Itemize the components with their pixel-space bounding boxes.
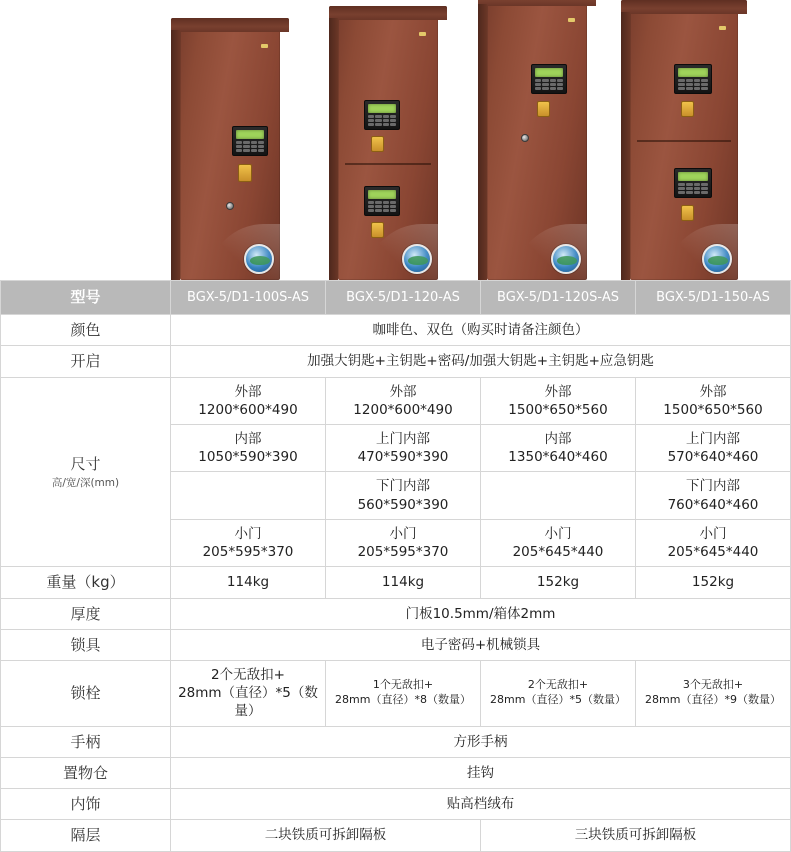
size-inner-4-value: 570*640*460 <box>667 449 759 466</box>
size-smalldoor-4-title: 小门 <box>699 525 727 542</box>
header-model-1: BGX-5/D1-100S-AS <box>171 281 326 315</box>
row-value-lock: 电子密码+机械锁具 <box>171 629 791 660</box>
size-inner-3-title: 内部 <box>544 430 572 447</box>
keypad-panel-upper <box>674 64 712 94</box>
size-lower-1 <box>171 472 326 519</box>
size-smalldoor-2 <box>326 519 481 566</box>
size-inner-1 <box>171 424 326 471</box>
brand-badge-icon <box>719 26 726 30</box>
handle-knob-upper-icon <box>371 136 384 152</box>
size-outer-2-value: 1200*600*490 <box>353 401 453 418</box>
table-row-interior <box>1 789 791 820</box>
quality-emblem-icon <box>244 244 274 274</box>
size-smalldoor-2-value: 205*595*370 <box>357 544 449 561</box>
row-label-thickness: 厚度 <box>1 598 171 629</box>
row-label-weight: 重量（kg） <box>1 567 171 598</box>
safe-image-100s-as <box>180 30 280 280</box>
table-row-bolt <box>1 661 791 727</box>
size-lower-4 <box>636 472 791 519</box>
size-inner-4-title: 上门内部 <box>686 430 740 447</box>
header-model-4: BGX-5/D1-150-AS <box>636 281 791 315</box>
bolt-4-line2: 28mm（直径）*9（数量） <box>645 693 781 707</box>
handle-knob-upper-icon <box>681 101 694 117</box>
row-label-color: 颜色 <box>1 315 171 346</box>
size-inner-3-value: 1350*640*460 <box>508 449 608 466</box>
keypad-panel <box>531 64 567 94</box>
header-label-model: 型号 <box>1 281 171 315</box>
table-row-size-outer <box>1 377 791 424</box>
size-smalldoor-1-title: 小门 <box>234 525 262 542</box>
bolt-2 <box>326 661 481 727</box>
size-smalldoor-4 <box>636 519 791 566</box>
product-gallery <box>0 0 790 280</box>
size-inner-2-title: 上门内部 <box>376 430 430 447</box>
size-outer-1 <box>171 377 326 424</box>
bolt-1-line2: 28mm（直径）*5（数量） <box>178 685 318 720</box>
size-outer-2 <box>326 377 481 424</box>
table-row-partition <box>1 820 791 851</box>
table-row-thickness <box>1 598 791 629</box>
key-dial-icon <box>521 134 529 142</box>
brand-badge-icon <box>261 44 268 48</box>
row-value-interior: 贴高档绒布 <box>171 789 791 820</box>
quality-emblem-icon <box>402 244 432 274</box>
weight-4: 152kg <box>636 567 791 598</box>
table-row-weight <box>1 567 791 598</box>
size-smalldoor-2-title: 小门 <box>389 525 417 542</box>
safe-image-120-as <box>338 18 438 280</box>
size-outer-2-title: 外部 <box>389 383 417 400</box>
weight-2: 114kg <box>326 567 481 598</box>
row-value-color: 咖啡色、双色（购买时请备注颜色） <box>171 315 791 346</box>
row-label-size <box>1 377 171 567</box>
row-label-size-text: 尺寸 <box>70 454 101 473</box>
handle-knob-icon <box>537 101 550 117</box>
row-label-partition: 隔层 <box>1 820 171 851</box>
table-row-handle <box>1 726 791 757</box>
row-label-open: 开启 <box>1 346 171 377</box>
brand-badge-icon <box>568 18 575 22</box>
bolt-3 <box>481 661 636 727</box>
size-outer-3 <box>481 377 636 424</box>
partition-right: 三块铁质可拆卸隔板 <box>481 820 791 851</box>
table-row-lock <box>1 629 791 660</box>
brand-badge-icon <box>419 32 426 36</box>
size-smalldoor-4-value: 205*645*440 <box>667 544 759 561</box>
size-smalldoor-1-value: 205*595*370 <box>202 544 294 561</box>
size-smalldoor-3-value: 205*645*440 <box>512 544 604 561</box>
bolt-2-line2: 28mm（直径）*8（数量） <box>335 693 471 707</box>
size-lower-2-value: 560*590*390 <box>357 496 449 513</box>
row-label-handle: 手柄 <box>1 726 171 757</box>
row-label-size-sub: 高/宽/深(mm) <box>51 476 120 489</box>
row-label-bolt: 锁栓 <box>1 661 171 727</box>
size-lower-2 <box>326 472 481 519</box>
table-header-row <box>1 281 791 315</box>
table-row-color <box>1 315 791 346</box>
size-inner-4 <box>636 424 791 471</box>
quality-emblem-icon <box>702 244 732 274</box>
handle-knob-lower-icon <box>681 205 694 221</box>
size-outer-1-value: 1200*600*490 <box>198 401 298 418</box>
safe-image-120s-as <box>487 4 587 280</box>
size-inner-2-value: 470*590*390 <box>357 449 449 466</box>
specification-table <box>0 280 791 852</box>
row-label-lock: 锁具 <box>1 629 171 660</box>
size-smalldoor-3-title: 小门 <box>544 525 572 542</box>
row-label-shelf-box: 置物仓 <box>1 757 171 788</box>
partition-left: 二块铁质可拆卸隔板 <box>171 820 481 851</box>
size-outer-4-value: 1500*650*560 <box>663 401 763 418</box>
weight-1: 114kg <box>171 567 326 598</box>
size-smalldoor-3 <box>481 519 636 566</box>
handle-knob-icon <box>238 164 252 182</box>
safe-image-150-as <box>630 12 738 280</box>
bolt-1-line1: 2个无敌扣+ <box>211 667 285 683</box>
row-value-shelf-box: 挂钩 <box>171 757 791 788</box>
bolt-2-line1: 1个无敌扣+ <box>372 678 434 692</box>
size-inner-2 <box>326 424 481 471</box>
quality-emblem-icon <box>551 244 581 274</box>
table-row-shelf-box <box>1 757 791 788</box>
size-outer-3-value: 1500*650*560 <box>508 401 608 418</box>
bolt-4-line1: 3个无敌扣+ <box>682 678 744 692</box>
handle-knob-lower-icon <box>371 222 384 238</box>
bolt-3-line2: 28mm（直径）*5（数量） <box>490 693 626 707</box>
row-label-interior: 内饰 <box>1 789 171 820</box>
keypad-panel-lower <box>364 186 400 216</box>
size-outer-3-title: 外部 <box>544 383 572 400</box>
header-model-3: BGX-5/D1-120S-AS <box>481 281 636 315</box>
row-value-open: 加强大钥匙+主钥匙+密码/加强大钥匙+主钥匙+应急钥匙 <box>171 346 791 377</box>
keypad-panel-upper <box>364 100 400 130</box>
bolt-3-line1: 2个无敌扣+ <box>527 678 589 692</box>
size-lower-4-value: 760*640*460 <box>667 496 759 513</box>
size-smalldoor-1 <box>171 519 326 566</box>
header-model-2: BGX-5/D1-120-AS <box>326 281 481 315</box>
size-inner-1-title: 内部 <box>234 430 262 447</box>
table-row-open <box>1 346 791 377</box>
size-lower-2-title: 下门内部 <box>376 478 430 495</box>
size-inner-1-value: 1050*590*390 <box>198 449 298 466</box>
size-outer-4 <box>636 377 791 424</box>
size-lower-4-title: 下门内部 <box>686 478 740 495</box>
keypad-panel-lower <box>674 168 712 198</box>
key-dial-icon <box>226 202 234 210</box>
bolt-1 <box>171 661 326 727</box>
size-inner-3 <box>481 424 636 471</box>
size-outer-1-title: 外部 <box>234 383 262 400</box>
weight-3: 152kg <box>481 567 636 598</box>
size-lower-3 <box>481 472 636 519</box>
row-value-handle: 方形手柄 <box>171 726 791 757</box>
keypad-panel <box>232 126 268 156</box>
bolt-4 <box>636 661 791 727</box>
size-outer-4-title: 外部 <box>699 383 727 400</box>
row-value-thickness: 门板10.5mm/箱体2mm <box>171 598 791 629</box>
